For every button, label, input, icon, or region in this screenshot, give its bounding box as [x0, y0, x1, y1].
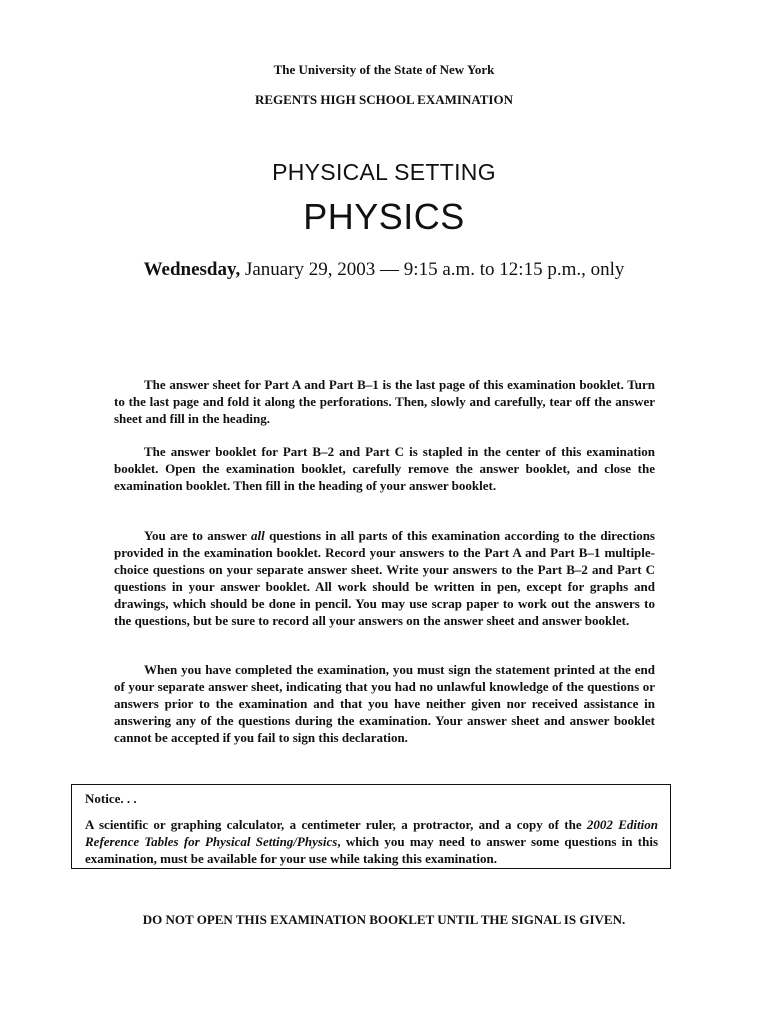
instruction-paragraph-3	[114, 527, 655, 629]
instruction-paragraph-4: When you have completed the examination, you must sign the statement printed at the end of your separate answer sheet, indicating that you had no unlawful knowledge of the questions or answers prior to the examination and that you have neither given nor received assistance in answering any of the questions during the examination. Your answer sheet and answer booklet cannot be accepted if you fail to sign this declaration.	[114, 662, 655, 745]
organization-name: The University of the State of New York	[273, 62, 495, 77]
para3-text-after: questions in all parts of this examination according to the directions provided in the examination booklet. Record your answers to the Part A and Part B–1 multiple-choice questions on your separate answer sheet. Write your answers to the Part B–2 and Part C questions in your answer booklet. All work should be written in pen, except for graphs and drawings, which should be done in pencil. You may use scrap paper to work out the answers to the questions, but be sure to record all your answers on the answer sheet and answer booklet.	[114, 528, 655, 628]
exam-date-time: January 29, 2003 — 9:15 a.m. to 12:15 p.m., only	[244, 259, 625, 280]
para3-text-before: You are to answer	[144, 528, 252, 543]
do-not-open-warning: DO NOT OPEN THIS EXAMINATION BOOKLET UNTIL THE SIGNAL IS GIVEN.	[142, 912, 626, 927]
exam-date-line	[0, 259, 768, 281]
notice-text-after: , which you may need to answer some questions in this examination, must be available for your use while taking this examination.	[85, 834, 659, 866]
exam-day: Wednesday,	[143, 259, 241, 280]
notice-body	[85, 816, 658, 867]
subject-title: PHYSICS	[303, 196, 465, 237]
subject-setting: PHYSICAL SETTING	[272, 159, 496, 185]
notice-box	[71, 784, 671, 869]
instruction-paragraph-2: The answer booklet for Part B–2 and Part C is stapled in the center of this examination booklet. Open the examination booklet, carefully remove the answer booklet, and close the examination booklet. Then fill in the heading of your answer booklet.	[114, 444, 655, 493]
instruction-paragraph-1: The answer sheet for Part A and Part B–1 is the last page of this examination booklet. Turn to the last page and fold it along the perforations. Then, slowly and carefully, tear off the answer sheet and fill in the heading.	[114, 377, 655, 426]
exam-type: REGENTS HIGH SCHOOL EXAMINATION	[254, 92, 513, 107]
notice-reference-tables: 2002 Edition Reference Tables for Physical Setting/Physics	[85, 817, 658, 849]
notice-text-before: A scientific or graphing calculator, a centimeter ruler, a protractor, and a copy of the	[85, 817, 587, 832]
notice-heading: Notice. . .	[85, 791, 137, 806]
para3-emphasis: all	[251, 528, 265, 543]
